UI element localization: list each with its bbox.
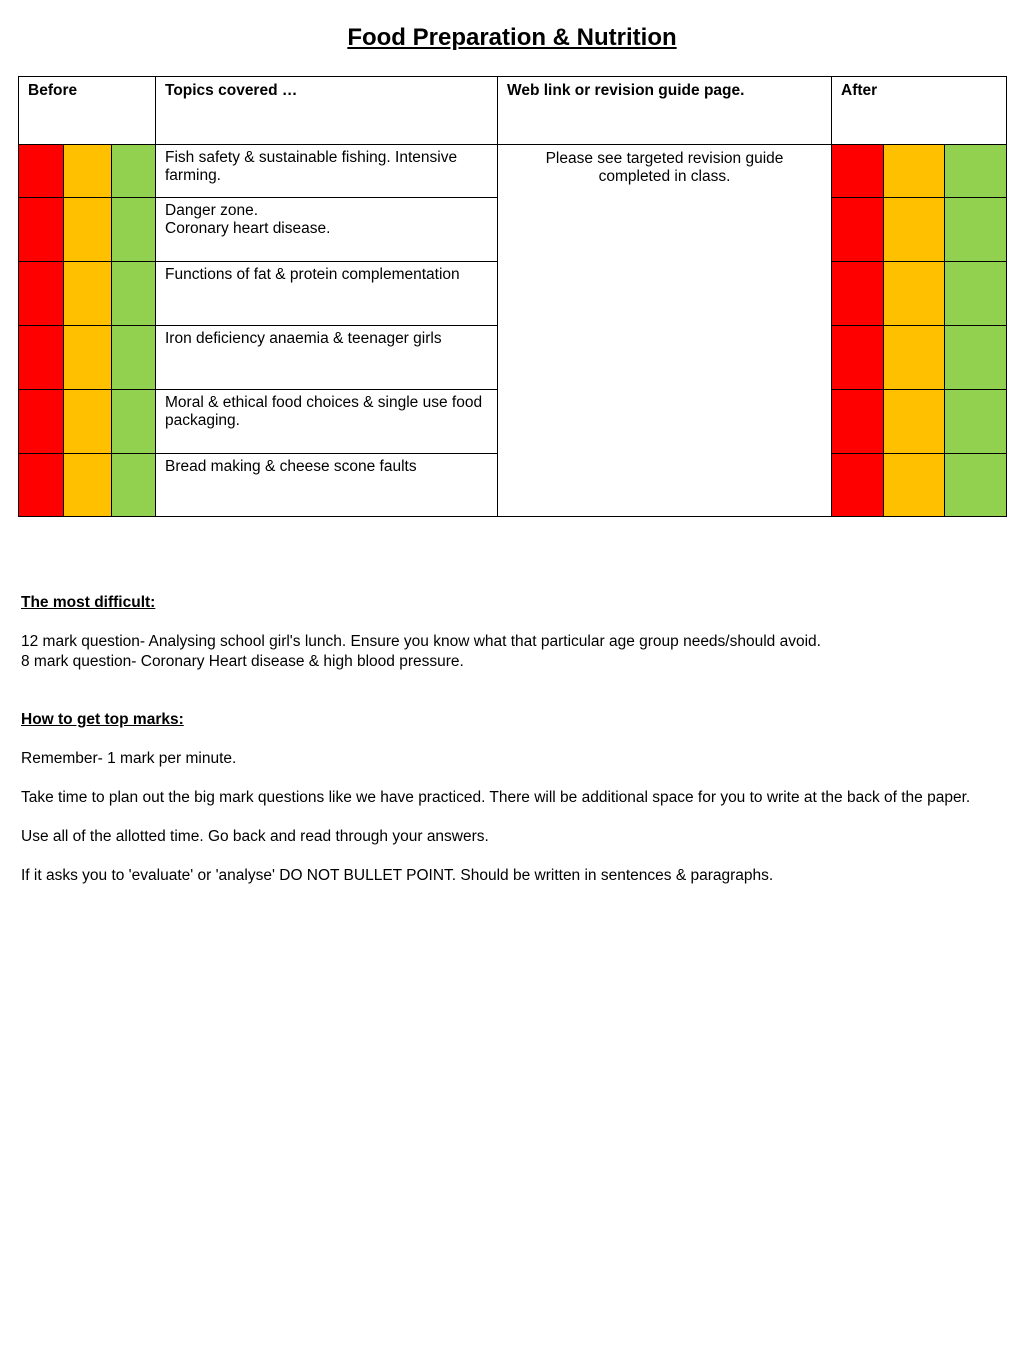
revision-checklist-table — [18, 76, 1007, 517]
topics-header: Topics covered … — [156, 77, 498, 145]
top-marks-paragraph: If it asks you to 'evaluate' or 'analyse' DO NOT BULLET POINT. Should be written in sentences & paragraphs. — [21, 867, 774, 884]
topic-cell: Iron deficiency anaemia & teenager girls — [156, 326, 498, 390]
after-amber-cell[interactable] — [884, 390, 945, 454]
after-header: After — [832, 77, 1007, 145]
before-red-cell[interactable] — [19, 262, 64, 326]
difficult-question-line: 12 mark question- Analysing school girl's lunch. Ensure you know what that particular age group needs/should avoid. — [21, 633, 821, 650]
after-red-cell[interactable] — [832, 326, 884, 390]
before-green-cell[interactable] — [112, 198, 156, 262]
table-row — [19, 145, 1007, 198]
before-header: Before — [19, 77, 156, 145]
before-green-cell[interactable] — [112, 262, 156, 326]
most-difficult-text — [21, 632, 1001, 671]
after-green-cell[interactable] — [945, 326, 1007, 390]
after-amber-cell[interactable] — [884, 262, 945, 326]
top-marks-paragraph: Remember- 1 mark per minute. — [21, 750, 237, 767]
before-red-cell[interactable] — [19, 198, 64, 262]
after-red-cell[interactable] — [832, 454, 884, 517]
difficult-question-line: 8 mark question- Coronary Heart disease & high blood pressure. — [21, 652, 464, 670]
before-green-cell[interactable] — [112, 145, 156, 198]
before-green-cell[interactable] — [112, 390, 156, 454]
after-green-cell[interactable] — [945, 145, 1007, 198]
before-amber-cell[interactable] — [64, 390, 112, 454]
before-amber-cell[interactable] — [64, 454, 112, 517]
after-green-cell[interactable] — [945, 454, 1007, 517]
page-title: Food Preparation & Nutrition — [347, 24, 677, 51]
weblink-cell: Please see targeted revision guide completed in class. — [498, 145, 832, 517]
before-amber-cell[interactable] — [64, 145, 112, 198]
topic-cell: Danger zone. Coronary heart disease. — [156, 198, 498, 262]
before-red-cell[interactable] — [19, 326, 64, 390]
weblink-header: Web link or revision guide page. — [498, 77, 832, 145]
before-red-cell[interactable] — [19, 390, 64, 454]
after-red-cell[interactable] — [832, 198, 884, 262]
before-green-cell[interactable] — [112, 326, 156, 390]
after-red-cell[interactable] — [832, 262, 884, 326]
topic-cell: Functions of fat & protein complementation — [156, 262, 498, 326]
top-marks-paragraph: Use all of the allotted time. Go back and read through your answers. — [21, 828, 489, 845]
top-marks-heading: How to get top marks: — [21, 711, 184, 728]
after-amber-cell[interactable] — [884, 198, 945, 262]
after-red-cell[interactable] — [832, 390, 884, 454]
top-marks-section — [21, 710, 1001, 905]
before-amber-cell[interactable] — [64, 326, 112, 390]
top-marks-paragraph: Take time to plan out the big mark questions like we have practiced. There will be additional space for you to write at the back of the paper. — [21, 789, 971, 806]
before-red-cell[interactable] — [19, 454, 64, 517]
most-difficult-section — [21, 593, 1001, 691]
after-amber-cell[interactable] — [884, 145, 945, 198]
after-red-cell[interactable] — [832, 145, 884, 198]
most-difficult-heading: The most difficult: — [21, 594, 156, 611]
after-amber-cell[interactable] — [884, 326, 945, 390]
table-header-row — [19, 77, 1007, 145]
after-green-cell[interactable] — [945, 198, 1007, 262]
before-amber-cell[interactable] — [64, 198, 112, 262]
before-amber-cell[interactable] — [64, 262, 112, 326]
topic-cell: Bread making & cheese scone faults — [156, 454, 498, 517]
before-red-cell[interactable] — [19, 145, 64, 198]
topic-cell: Fish safety & sustainable fishing. Intensive farming. — [156, 145, 498, 198]
topic-cell: Moral & ethical food choices & single use food packaging. — [156, 390, 498, 454]
after-green-cell[interactable] — [945, 390, 1007, 454]
after-green-cell[interactable] — [945, 262, 1007, 326]
before-green-cell[interactable] — [112, 454, 156, 517]
after-amber-cell[interactable] — [884, 454, 945, 517]
